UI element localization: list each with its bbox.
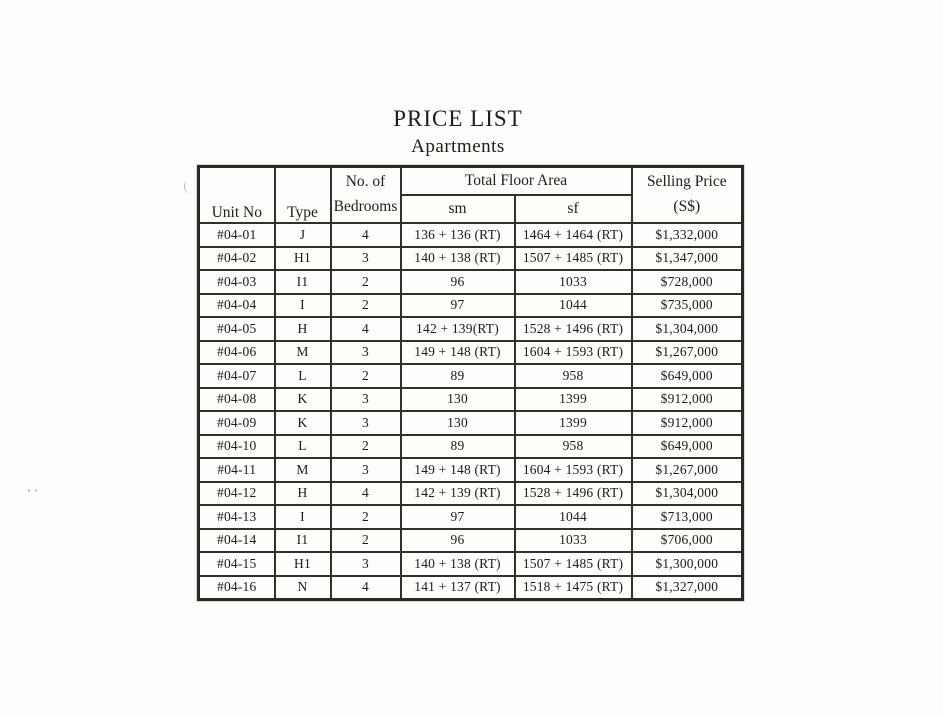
cell-type: I1	[275, 529, 331, 553]
cell-unit-no: #04-07	[199, 364, 275, 388]
cell-selling-price: $1,332,000	[632, 223, 743, 247]
cell-area-sm: 142 + 139 (RT)	[401, 482, 515, 506]
cell-area-sm: 149 + 148 (RT)	[401, 341, 515, 365]
cell-area-sm: 130	[401, 411, 515, 435]
cell-area-sm: 140 + 138 (RT)	[401, 552, 515, 576]
cell-type: M	[275, 341, 331, 365]
cell-selling-price: $1,347,000	[632, 247, 743, 271]
cell-bedrooms: 2	[331, 294, 401, 318]
cell-unit-no: #04-02	[199, 247, 275, 271]
cell-area-sf: 1033	[515, 270, 632, 294]
table-row	[199, 435, 743, 459]
cell-area-sf: 1518 + 1475 (RT)	[515, 576, 632, 600]
cell-bedrooms: 3	[331, 388, 401, 412]
cell-bedrooms: 3	[331, 458, 401, 482]
col-header-total-floor-area: Total Floor Area	[401, 167, 632, 196]
cell-area-sm: 141 + 137 (RT)	[401, 576, 515, 600]
table-row	[199, 364, 743, 388]
cell-bedrooms: 2	[331, 505, 401, 529]
table-row	[199, 270, 743, 294]
table-row	[199, 552, 743, 576]
cell-area-sm: 89	[401, 435, 515, 459]
cell-bedrooms: 2	[331, 364, 401, 388]
cell-bedrooms: 2	[331, 270, 401, 294]
cell-bedrooms: 3	[331, 247, 401, 271]
table-row	[199, 458, 743, 482]
cell-unit-no: #04-01	[199, 223, 275, 247]
cell-selling-price: $1,267,000	[632, 458, 743, 482]
cell-selling-price: $735,000	[632, 294, 743, 318]
cell-selling-price: $912,000	[632, 411, 743, 435]
cell-selling-price: $728,000	[632, 270, 743, 294]
cell-area-sm: 130	[401, 388, 515, 412]
col-header-sm: sm	[401, 195, 515, 223]
cell-bedrooms: 3	[331, 341, 401, 365]
cell-bedrooms: 4	[331, 317, 401, 341]
col-header-selling-price-line1: Selling Price	[646, 173, 727, 190]
cell-area-sm: 142 + 139(RT)	[401, 317, 515, 341]
cell-area-sf: 1033	[515, 529, 632, 553]
cell-selling-price: $713,000	[632, 505, 743, 529]
cell-unit-no: #04-13	[199, 505, 275, 529]
cell-selling-price: $912,000	[632, 388, 743, 412]
cell-area-sf: 1528 + 1496 (RT)	[515, 482, 632, 506]
cell-unit-no: #04-05	[199, 317, 275, 341]
cell-area-sf: 1604 + 1593 (RT)	[515, 341, 632, 365]
cell-area-sf: 1399	[515, 411, 632, 435]
cell-selling-price: $1,327,000	[632, 576, 743, 600]
col-header-unit-no: Unit No	[199, 167, 275, 224]
cell-area-sm: 140 + 138 (RT)	[401, 247, 515, 271]
cell-area-sm: 97	[401, 294, 515, 318]
cell-bedrooms: 4	[331, 576, 401, 600]
cell-selling-price: $649,000	[632, 364, 743, 388]
table-row	[199, 482, 743, 506]
cell-area-sm: 96	[401, 270, 515, 294]
scan-artifact-mark	[183, 181, 192, 194]
cell-type: H1	[275, 247, 331, 271]
cell-area-sf: 1044	[515, 294, 632, 318]
table-body	[199, 223, 743, 600]
cell-type: H	[275, 482, 331, 506]
cell-type: H1	[275, 552, 331, 576]
cell-type: K	[275, 388, 331, 412]
table-row	[199, 294, 743, 318]
title-block	[197, 106, 719, 159]
cell-type: I	[275, 505, 331, 529]
cell-unit-no: #04-15	[199, 552, 275, 576]
cell-selling-price: $649,000	[632, 435, 743, 459]
cell-unit-no: #04-09	[199, 411, 275, 435]
cell-bedrooms: 2	[331, 529, 401, 553]
cell-type: L	[275, 364, 331, 388]
cell-area-sm: 136 + 136 (RT)	[401, 223, 515, 247]
cell-unit-no: #04-08	[199, 388, 275, 412]
cell-area-sf: 1604 + 1593 (RT)	[515, 458, 632, 482]
cell-area-sf: 1507 + 1485 (RT)	[515, 552, 632, 576]
cell-area-sm: 96	[401, 529, 515, 553]
cell-type: K	[275, 411, 331, 435]
cell-type: M	[275, 458, 331, 482]
cell-selling-price: $706,000	[632, 529, 743, 553]
col-header-selling-price	[632, 167, 743, 224]
table-row	[199, 529, 743, 553]
cell-area-sf: 1464 + 1464 (RT)	[515, 223, 632, 247]
cell-bedrooms: 4	[331, 482, 401, 506]
cell-bedrooms: 3	[331, 411, 401, 435]
col-header-selling-price-line2: (S$)	[673, 198, 701, 215]
col-header-bedrooms-line1: No. of	[345, 173, 386, 190]
table-row	[199, 317, 743, 341]
cell-area-sm: 97	[401, 505, 515, 529]
cell-selling-price: $1,304,000	[632, 482, 743, 506]
cell-unit-no: #04-10	[199, 435, 275, 459]
cell-area-sf: 1528 + 1496 (RT)	[515, 317, 632, 341]
table-header	[199, 167, 743, 224]
col-header-bedrooms	[331, 167, 401, 224]
cell-area-sf: 1399	[515, 388, 632, 412]
cell-unit-no: #04-16	[199, 576, 275, 600]
table-row	[199, 505, 743, 529]
cell-unit-no: #04-06	[199, 341, 275, 365]
cell-type: H	[275, 317, 331, 341]
cell-area-sf: 958	[515, 364, 632, 388]
table-row	[199, 223, 743, 247]
cell-unit-no: #04-11	[199, 458, 275, 482]
col-header-bedrooms-line2: Bedrooms	[333, 198, 398, 215]
cell-selling-price: $1,304,000	[632, 317, 743, 341]
cell-type: I	[275, 294, 331, 318]
col-header-type: Type	[275, 167, 331, 224]
table-row	[199, 247, 743, 271]
cell-selling-price: $1,267,000	[632, 341, 743, 365]
cell-type: J	[275, 223, 331, 247]
cell-type: L	[275, 435, 331, 459]
col-header-sf: sf	[515, 195, 632, 223]
cell-area-sf: 1044	[515, 505, 632, 529]
price-list-table	[197, 165, 744, 601]
cell-type: N	[275, 576, 331, 600]
cell-area-sm: 89	[401, 364, 515, 388]
cell-area-sf: 1507 + 1485 (RT)	[515, 247, 632, 271]
cell-bedrooms: 2	[331, 435, 401, 459]
cell-type: I1	[275, 270, 331, 294]
cell-unit-no: #04-14	[199, 529, 275, 553]
cell-unit-no: #04-12	[199, 482, 275, 506]
cell-area-sm: 149 + 148 (RT)	[401, 458, 515, 482]
cell-bedrooms: 3	[331, 552, 401, 576]
cell-bedrooms: 4	[331, 223, 401, 247]
cell-unit-no: #04-04	[199, 294, 275, 318]
table-row	[199, 411, 743, 435]
table-row	[199, 388, 743, 412]
table-row	[199, 341, 743, 365]
table-row	[199, 576, 743, 600]
page-title: PRICE LIST	[393, 106, 523, 131]
cell-unit-no: #04-03	[199, 270, 275, 294]
scan-artifact-dots	[27, 489, 39, 492]
cell-selling-price: $1,300,000	[632, 552, 743, 576]
cell-area-sf: 958	[515, 435, 632, 459]
page-subtitle: Apartments	[411, 136, 505, 157]
